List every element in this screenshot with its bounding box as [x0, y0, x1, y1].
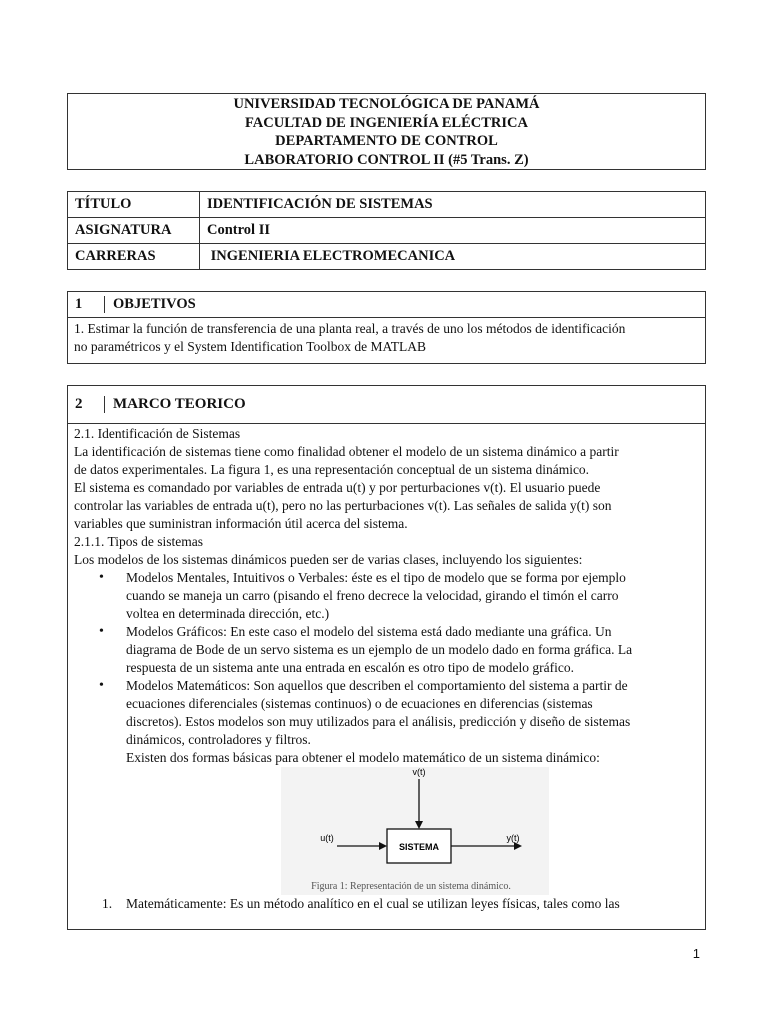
info-value: Control II: [200, 218, 706, 244]
list-item-line: • Modelos Matemáticos: Son aquellos que describen el comportamiento del sistema a partir de: [126, 678, 628, 693]
objective-line: no paramétricos y el System Identification Toolbox de MATLAB: [74, 338, 426, 354]
list-item-line: • Modelos Gráficos: En este caso el modelo del sistema está dado mediante una gráfica. Un: [126, 624, 612, 639]
model-types-list: [74, 569, 699, 749]
disturbance-arrowhead: [415, 821, 423, 829]
list-item-line: ecuaciones diferenciales (sistemas continuos) o de ecuaciones en diferencias (sistemas: [126, 696, 593, 711]
list-item: [102, 895, 699, 913]
section-title: OBJETIVOS: [113, 296, 196, 312]
paragraph-line: La identificación de sistemas tiene como finalidad obtener el modelo de un sistema dinámico a partir: [74, 444, 619, 459]
table-row: [68, 218, 706, 244]
subheading: 2.1.1. Tipos de sistemas: [74, 534, 204, 549]
input-arrowhead: [379, 842, 387, 850]
section-body: [68, 424, 705, 913]
lab-name: LABORATORIO CONTROL II (#5 Trans. Z): [244, 151, 529, 168]
info-key: CARRERAS: [68, 244, 200, 270]
department-name: DEPARTAMENTO DE CONTROL: [275, 133, 498, 149]
paragraph-line: Los modelos de los sistemas dinámicos pueden ser de varias clases, incluyendo los siguientes:: [74, 552, 583, 567]
list-item-line: voltea en determinada dirección, etc.): [126, 606, 330, 621]
info-value: IDENTIFICACIÓN DE SISTEMAS: [200, 192, 706, 218]
methods-list: [74, 895, 699, 913]
output-arrowhead: [514, 842, 522, 850]
block-label: SISTEMA: [398, 842, 440, 852]
section-body: [68, 318, 705, 355]
page-number: 1: [692, 946, 700, 961]
paragraph-line: de datos experimentales. La figura 1, es una representación conceptual de un sistema dinámico.: [74, 462, 590, 477]
section-header: [68, 386, 705, 424]
document-header: [67, 93, 706, 170]
section-number: 2: [68, 396, 105, 413]
info-key: ASIGNATURA: [68, 218, 200, 244]
list-item-line: respuesta de un sistema ante una entrada en escalón es otro tipo de modelo gráfico.: [126, 660, 574, 675]
input-label: u(t): [320, 833, 334, 843]
info-table: [67, 191, 706, 270]
list-item: [126, 677, 699, 749]
paragraph-line: Existen dos formas básicas para obtener el modelo matemático de un sistema dinámico:: [126, 750, 600, 765]
list-item-line: cuando se maneja un carro (pisando el freno decrece la velocidad, girando el timón el carro: [126, 588, 619, 603]
paragraph-line: controlar las variables de entrada u(t), pero no las perturbaciones v(t). Las señales de salida y(t) son: [74, 498, 612, 513]
list-item-line: • Modelos Mentales, Intuitivos o Verbales: éste es el tipo de modelo que se forma por ejemplo: [126, 570, 626, 585]
table-row: [68, 244, 706, 270]
university-name: UNIVERSIDAD TECNOLÓGICA DE PANAMÁ: [233, 96, 540, 112]
paragraph-line: El sistema es comandado por variables de entrada u(t) y por perturbaciones v(t). El usuario puede: [74, 480, 601, 495]
output-label: y(t): [506, 833, 520, 843]
section-title: MARCO TEORICO: [113, 396, 246, 412]
info-key: TÍTULO: [68, 192, 200, 218]
table-row: [68, 192, 706, 218]
disturbance-label: v(t): [412, 767, 426, 777]
section-number: 1: [68, 296, 105, 313]
system-diagram: [281, 767, 549, 895]
paragraph-line: variables que suministran información útil acerca del sistema.: [74, 516, 408, 531]
section-header: [68, 292, 705, 318]
info-value: INGENIERIA ELECTROMECANICA: [200, 244, 706, 270]
section-marco-teorico: [67, 385, 706, 930]
subheading: 2.1. Identificación de Sistemas: [74, 426, 241, 441]
list-number: 1.: [102, 896, 113, 911]
system-diagram-figure: [281, 767, 549, 895]
list-item: [126, 623, 699, 677]
figure-caption: Figura 1: Representación de un sistema dinámico.: [311, 881, 511, 892]
list-item-line: diagrama de Bode de un servo sistema es un ejemplo de un modelo dado en forma gráfica. La: [126, 642, 633, 657]
list-item-line: discretos). Estos modelos son muy utilizados para el análisis, predicción y diseño de sistemas: [126, 714, 631, 729]
faculty-name: FACULTAD DE INGENIERÍA ELÉCTRICA: [245, 114, 528, 131]
list-item: [126, 569, 699, 623]
list-item-line: Matemáticamente: Es un método analítico en el cual se utilizan leyes físicas, tales como las: [126, 896, 620, 911]
objective-line: 1. Estimar la función de transferencia de una planta real, a través de uno los métodos de identificación: [74, 321, 626, 336]
section-objectives: [67, 291, 706, 364]
list-item-line: dinámicos, controladores y filtros.: [126, 732, 311, 747]
